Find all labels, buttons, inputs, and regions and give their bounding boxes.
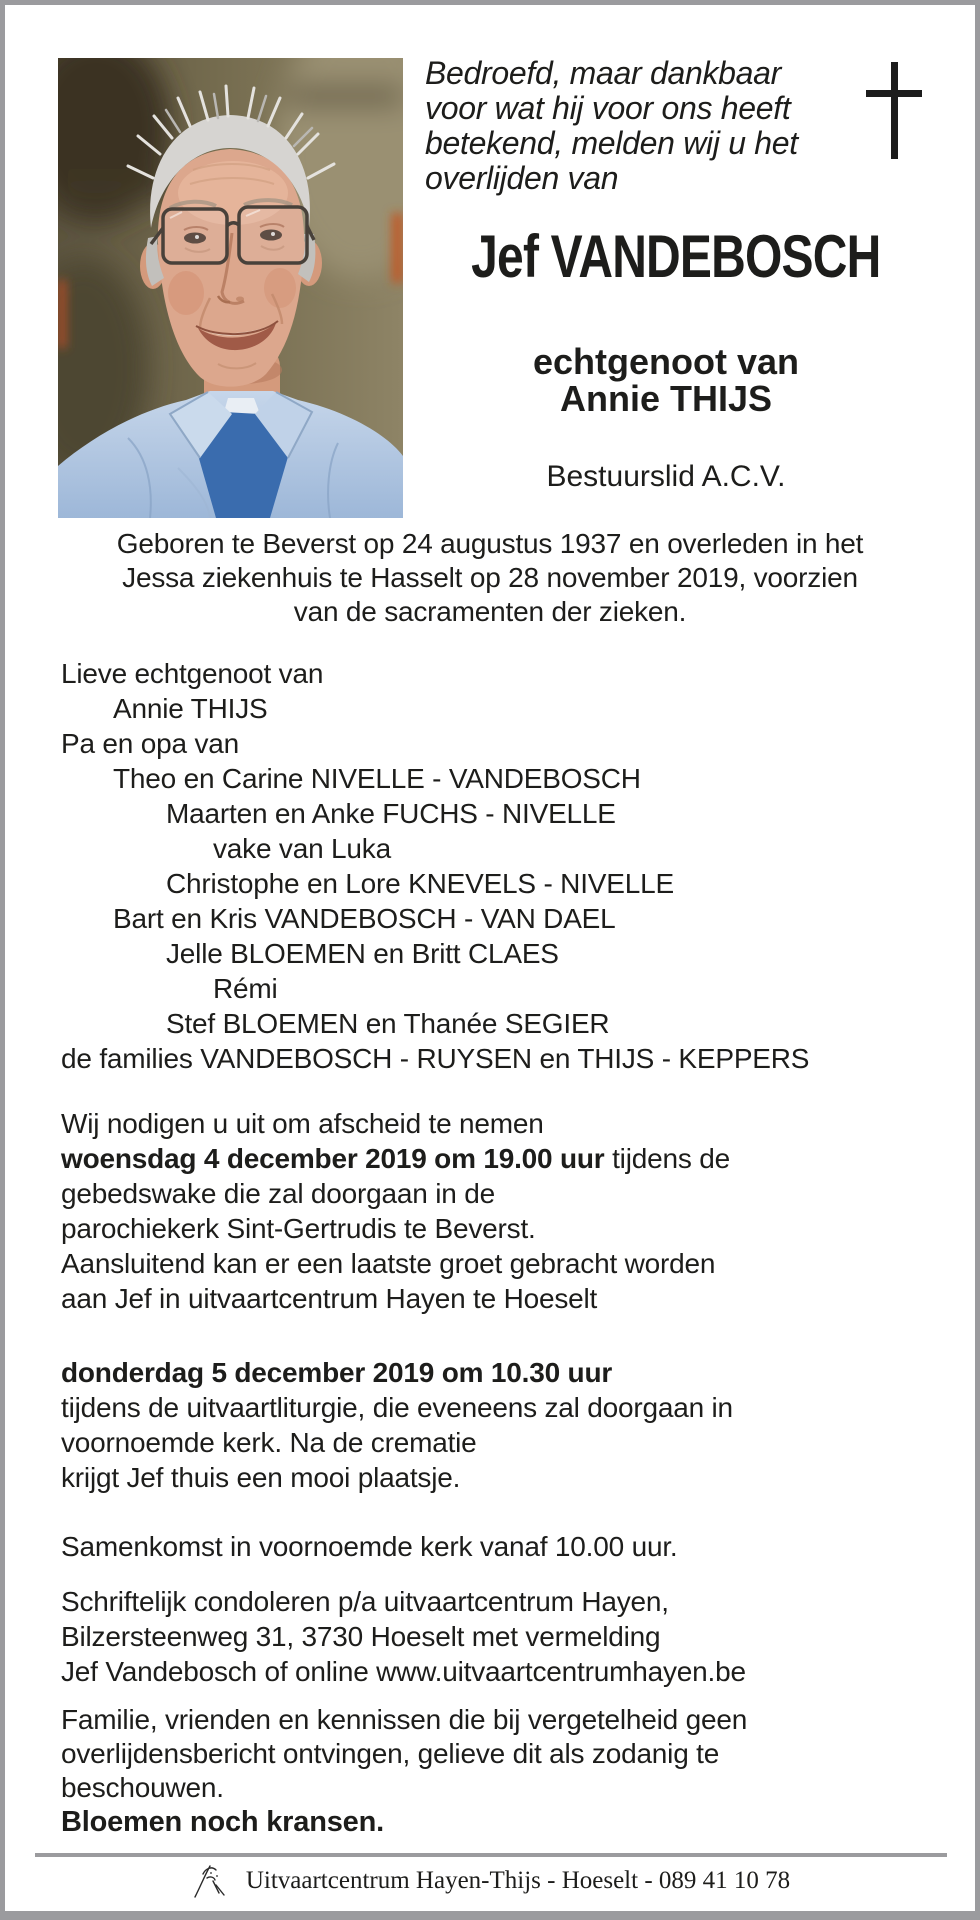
notice-paragraph bbox=[61, 1703, 961, 1839]
wake-intro-line: Wij nodigen u uit om afscheid te nemen bbox=[61, 1108, 544, 1139]
intro-line: betekend, melden wij u het bbox=[425, 125, 798, 161]
wake-datetime-rest: tijdens de bbox=[604, 1143, 730, 1174]
family-line: Jelle BLOEMEN en Britt CLAES bbox=[166, 938, 559, 969]
liturgy-paragraph bbox=[61, 1355, 961, 1495]
family-line: Lieve echtgenoot van bbox=[61, 658, 324, 689]
family-line: Christophe en Lore KNEVELS - NIVELLE bbox=[166, 868, 674, 899]
relation-line: echtgenoot van bbox=[532, 341, 800, 382]
notice-line: overlijdensbericht ontvingen, gelieve dit als zodanig te bbox=[61, 1738, 720, 1769]
liturgy-line: krijgt Jef thuis een mooi plaatsje. bbox=[61, 1462, 461, 1493]
wake-line: aan Jef in uitvaartcentrum Hayen te Hoeselt bbox=[61, 1283, 598, 1314]
wake-line: Aansluitend kan er een laatste groet gebracht worden bbox=[61, 1248, 716, 1279]
family-line: vake van Luka bbox=[213, 833, 391, 864]
family-line: Pa en opa van bbox=[61, 728, 239, 759]
notice-line: Familie, vrienden en kennissen die bij vergetelheid geen bbox=[61, 1704, 748, 1735]
deceased-name bbox=[420, 223, 912, 290]
condolence-paragraph bbox=[61, 1584, 961, 1689]
relation-line: Annie THIJS bbox=[559, 378, 773, 419]
no-flowers-line: Bloemen noch kransen. bbox=[61, 1806, 384, 1838]
wake-line: parochiekerk Sint-Gertrudis te Beverst. bbox=[61, 1213, 536, 1244]
relation-block bbox=[420, 343, 912, 417]
cross-icon bbox=[891, 62, 898, 159]
obituary-page bbox=[5, 5, 975, 1911]
intro-line: overlijden van bbox=[425, 160, 619, 196]
notice-line: beschouwen. bbox=[61, 1772, 224, 1803]
funeral-home-logo-icon bbox=[190, 1861, 232, 1901]
liturgy-datetime-bold: donderdag 5 december 2019 om 10.30 uur bbox=[61, 1357, 613, 1388]
liturgy-line: tijdens de uitvaartliturgie, die eveneens zal doorgaan in bbox=[61, 1392, 733, 1423]
gathering-line: Samenkomst in voornoemde kerk vanaf 10.00 uur. bbox=[61, 1531, 678, 1562]
portrait-photo-illustration bbox=[58, 58, 403, 518]
condolence-line: Schriftelijk condoleren p/a uitvaartcentrum Hayen, bbox=[61, 1586, 669, 1617]
portrait-photo bbox=[58, 58, 403, 518]
wake-paragraph bbox=[61, 1106, 961, 1316]
family-line: Rémi bbox=[213, 973, 278, 1004]
condolence-line: Jef Vandebosch of online www.uitvaartcentrumhayen.be bbox=[61, 1656, 746, 1687]
birth-death-line: Jessa ziekenhuis te Hasselt op 28 november 2019, voorzien bbox=[122, 562, 858, 593]
deceased-name-text: Jef VANDEBOSCH bbox=[471, 223, 881, 290]
intro-text bbox=[425, 56, 895, 196]
wake-datetime-line bbox=[61, 1141, 961, 1176]
family-line: Bart en Kris VANDEBOSCH - VAN DAEL bbox=[113, 903, 616, 934]
family-list bbox=[61, 656, 961, 1076]
funeral-home-contact: Uitvaartcentrum Hayen-Thijs - Hoeselt - 089 41 10 78 bbox=[245, 1867, 791, 1894]
wake-datetime-bold: woensdag 4 december 2019 om 19.00 uur bbox=[61, 1143, 605, 1174]
cross-icon bbox=[866, 90, 922, 97]
family-line: Maarten en Anke FUCHS - NIVELLE bbox=[166, 798, 616, 829]
family-line: Annie THIJS bbox=[113, 693, 268, 724]
condolence-line: Bilzersteenweg 31, 3730 Hoeselt met vermelding bbox=[61, 1621, 661, 1652]
intro-line: Bedroefd, maar dankbaar bbox=[425, 55, 781, 91]
birth-death-line: van de sacramenten der zieken. bbox=[293, 596, 687, 627]
birth-death-paragraph bbox=[5, 527, 975, 629]
family-line: Stef BLOEMEN en Thanée SEGIER bbox=[166, 1008, 610, 1039]
wake-line: gebedswake die zal doorgaan in de bbox=[61, 1178, 495, 1209]
intro-line: voor wat hij voor ons heeft bbox=[425, 90, 791, 126]
liturgy-line: voornoemde kerk. Na de crematie bbox=[61, 1427, 477, 1458]
birth-death-line: Geboren te Beverst op 24 augustus 1937 en overleden in het bbox=[116, 528, 864, 559]
deceased-role: Bestuurslid A.C.V. bbox=[546, 460, 786, 493]
family-line: Theo en Carine NIVELLE - VANDEBOSCH bbox=[113, 763, 641, 794]
family-line: de families VANDEBOSCH - RUYSEN en THIJS - KEPPERS bbox=[61, 1043, 810, 1074]
footer bbox=[5, 1857, 975, 1905]
